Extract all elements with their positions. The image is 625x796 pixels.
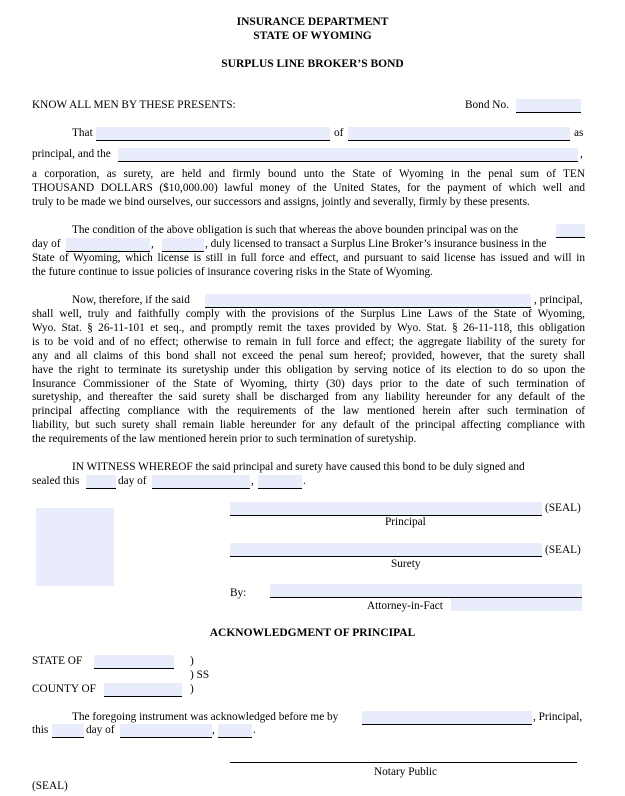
principal-label: , principal,: [534, 294, 583, 306]
comma: ,: [151, 238, 154, 250]
para-line: any and all claims of this bond shall not exceed the penal sum hereof; provided, however, that the surety shall: [32, 349, 585, 362]
foregoing-text: The foregoing instrument was acknowledged before me by: [72, 711, 339, 723]
document-title: SURPLUS LINE BROKER’S BOND: [221, 58, 404, 70]
witness-text: IN WITNESS WHEREOF the said principal and surety have caused this bond to be duly signed and: [72, 461, 525, 473]
this-label: this: [32, 724, 49, 736]
sealed-day-field[interactable]: [86, 475, 116, 489]
now-therefore-text: Now, therefore, if the said: [72, 294, 190, 306]
day-of-label: day of: [118, 475, 147, 487]
sealed-year-field[interactable]: [258, 475, 302, 489]
surety-signature-field[interactable]: [230, 543, 542, 557]
sealed-this-label: sealed this: [32, 475, 80, 487]
attorney-signature-field[interactable]: [270, 584, 582, 598]
acknowledgment-title: ACKNOWLEDGMENT OF PRINCIPAL: [209, 627, 416, 639]
license-text: , duly licensed to transact a Surplus Line Broker’s insurance business in the: [205, 238, 547, 250]
para-line: Insurance Commissioner of the State of Wyoming, thirty (30) days prior to the date of such termination of: [32, 377, 585, 390]
principal-and-the-label: principal, and the: [32, 148, 111, 160]
state-field[interactable]: [94, 655, 174, 669]
para-line: State of Wyoming, which license is still in full force and effect, and pursuant to said license has issued and will in: [32, 252, 585, 264]
bond-no-label: Bond No.: [465, 99, 509, 111]
department-heading: INSURANCE DEPARTMENT: [236, 16, 389, 28]
know-all-men-text: KNOW ALL MEN BY THESE PRESENTS:: [32, 99, 236, 111]
county-of-label: COUNTY OF: [32, 683, 96, 695]
para-line: liability, but such surety shall remain liable hereunder for any default of the principal affecting compliance with: [32, 419, 585, 432]
surety-paragraph: [32, 168, 585, 210]
of-label: of: [334, 127, 344, 139]
condition-paragraph: [32, 252, 585, 280]
para-line: shall well, truly and faithfully comply with the provisions of the Surplus Line Laws of the State of Wyoming,: [32, 308, 585, 320]
para-line: a corporation, as surety, are held and firmly bound unto the State of Wyoming in the penal sum of TEN: [32, 168, 585, 180]
principal-address-field[interactable]: [348, 127, 570, 141]
para-line: is to be void and of no effect; otherwise to remain in full force and effect; the aggregate liability of the surety for: [32, 335, 585, 348]
comma: ,: [251, 475, 254, 487]
license-month-field[interactable]: [66, 238, 150, 252]
bracket: ): [190, 683, 194, 695]
attorney-caption: Attorney-in-Fact: [367, 600, 443, 612]
para-line: THOUSAND DOLLARS ($10,000.00) lawful money of the United States, for the payment of which well and: [32, 181, 585, 194]
obligation-paragraph: [32, 308, 585, 447]
notary-signature-line[interactable]: [230, 762, 577, 763]
comma: ,: [212, 724, 215, 736]
state-of-label: STATE OF: [32, 655, 83, 667]
seal-stamp-area[interactable]: [36, 508, 114, 586]
day-of-label: day of: [32, 238, 61, 250]
day-of-label: day of: [86, 724, 115, 736]
para-line: Wyo. Stat. § 26-11-101 et seq., and promptly remit the taxes provided by Wyo. Stat. § 26-11-118, this obligation: [32, 321, 585, 334]
surety-seal-label: (SEAL): [545, 544, 581, 556]
period: .: [303, 475, 306, 487]
notary-caption: Notary Public: [374, 766, 438, 778]
state-heading: STATE OF WYOMING: [253, 30, 372, 42]
surety-name-field[interactable]: [118, 148, 578, 162]
ss-label: ) SS: [190, 669, 210, 681]
license-date-field[interactable]: [556, 224, 585, 238]
ack-month-field[interactable]: [120, 724, 212, 738]
ack-year-field[interactable]: [218, 724, 252, 738]
period: .: [253, 724, 256, 736]
para-line: have the right to terminate its suretyship under this obligation by serving notice of its election to do so upon the: [32, 363, 585, 376]
principal-name-field[interactable]: [96, 127, 330, 141]
license-year-field[interactable]: [162, 238, 204, 252]
para-line: truly to be made we bind ourselves, our successors and assigns, jointly and severally, firmly by these presents.: [32, 195, 530, 208]
acknowledged-by-field[interactable]: [362, 711, 532, 725]
para-line: the requirements of the law mentioned herein prior to such termination of suretyship.: [32, 433, 417, 446]
attorney-name-field[interactable]: [451, 598, 582, 611]
principal-label: , Principal,: [533, 711, 583, 723]
para-line: suretyship, and thereafter the said surety shall be discharged from any liability hereunder for any default of the: [32, 391, 585, 404]
by-label: By:: [230, 587, 247, 599]
notary-seal-label: (SEAL): [32, 780, 68, 792]
bracket: ): [190, 655, 194, 667]
principal-seal-label: (SEAL): [545, 502, 581, 514]
county-field[interactable]: [104, 683, 182, 697]
principal-signature-field[interactable]: [230, 502, 542, 516]
para-line: principal affecting compliance with the requirements of the law mentioned herein after such termination of: [32, 405, 585, 418]
said-principal-field[interactable]: [205, 294, 531, 308]
that-label: That: [72, 127, 93, 139]
ack-day-field[interactable]: [52, 724, 84, 738]
principal-caption: Principal: [385, 516, 426, 528]
sealed-month-field[interactable]: [152, 475, 250, 489]
condition-text: The condition of the above obligation is such that whereas the above bounden principal was on the: [72, 224, 519, 236]
as-label: as: [574, 127, 584, 139]
bond-number-field[interactable]: [516, 99, 581, 113]
surety-caption: Surety: [391, 558, 421, 570]
comma: ,: [580, 148, 583, 160]
para-line: the future continue to issue policies of insurance covering risks in the State of Wyoming.: [32, 265, 434, 278]
